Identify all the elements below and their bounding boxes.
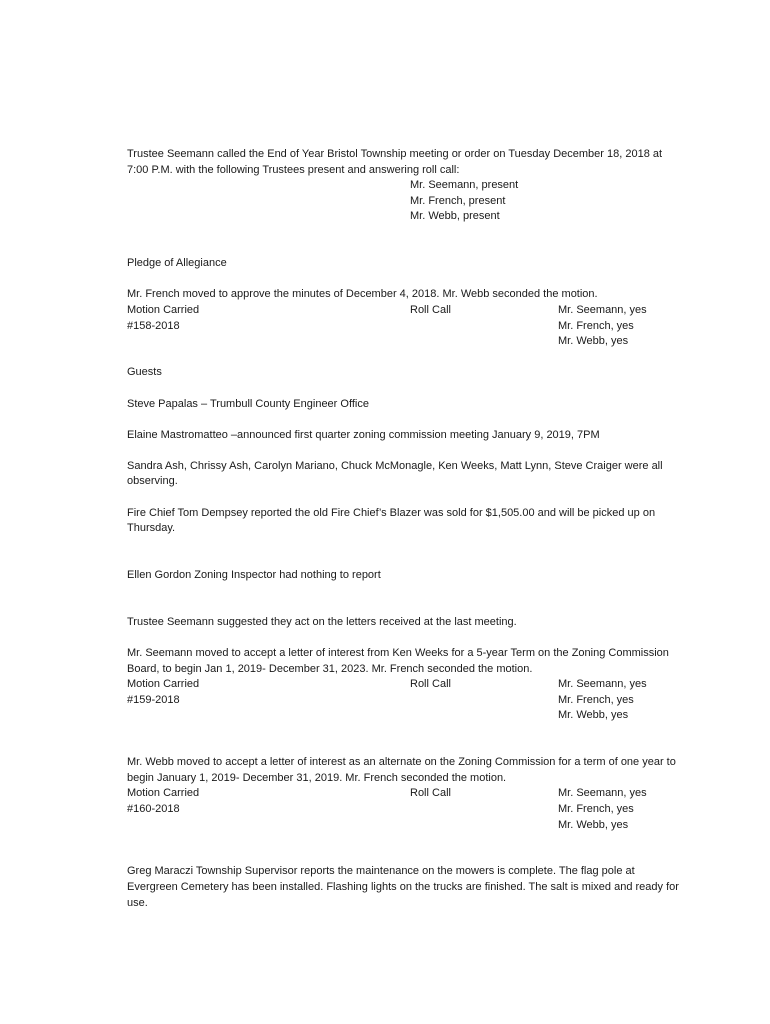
motion-text: Mr. French moved to approve the minutes of December 4, 2018. Mr. Webb seconded the motion. [127,288,598,301]
motion-number: #159-2018 [127,693,180,706]
motion-block-158 [127,287,682,349]
vote: Mr. Webb, yes [558,335,629,348]
present-member: Mr. Seemann, present [410,179,519,192]
vote: Mr. Webb, yes [558,818,629,831]
roll-call-present-list [127,178,682,225]
roll-call-label: Roll Call [410,787,451,800]
vote: Mr. French, yes [558,693,634,706]
roll-call-label: Roll Call [410,678,451,691]
meeting-minutes [127,147,682,911]
opening-paragraph: Trustee Seemann called the End of Year Bristol Township meeting or order on Tuesday December 18, 2018 at 7:00 P.M. with the following Trustees present and answering roll call: [127,148,663,176]
motion-text: Mr. Webb moved to accept a letter of interest as an alternate on the Zoning Commission for a term of one year to begin January 1, 2019- December 31, 2019. Mr. French seconded the motion. [127,756,676,784]
roll-call-label: Roll Call [410,303,451,316]
vote: Mr. French, yes [558,802,634,815]
guest-mastromatteo: Elaine Mastromatteo –announced first quarter zoning commission meeting January 9, 2019, 7PM [127,428,600,441]
guest-papalas: Steve Papalas – Trumbull County Engineer Office [127,397,369,410]
motion-text: Mr. Seemann moved to accept a letter of interest from Ken Weeks for a 5-year Term on the Zoning Commission Board, to begin Jan 1, 2019- December 31, 2023. Mr. French seconded the motion. [127,647,669,675]
supervisor-report: Greg Maraczi Township Supervisor reports the maintenance on the mowers is complete. The flag pole at Evergreen Cemetery has been installed. Flashing lights on the trucks are finished. The salt is mixed and ready for use. [127,865,679,909]
motion-block-160 [127,755,682,833]
motion-number: #160-2018 [127,802,180,815]
zoning-inspector-report: Ellen Gordon Zoning Inspector had nothing to report [127,569,381,582]
vote: Mr. Seemann, yes [558,787,647,800]
pledge-line: Pledge of Allegiance [127,257,227,270]
motion-carried-label: Motion Carried [127,678,200,691]
guests-heading: Guests [127,366,162,379]
motion-block-159 [127,646,682,724]
fire-chief-report: Fire Chief Tom Dempsey reported the old Fire Chief’s Blazer was sold for $1,505.00 and will be picked up on Thursday. [127,506,656,535]
present-member: Mr. French, present [410,194,506,207]
motion-carried-label: Motion Carried [127,303,200,316]
guest-observers: Sandra Ash, Chrissy Ash, Carolyn Mariano, Chuck McMonagle, Ken Weeks, Matt Lynn, Steve Craiger were all observing. [127,459,663,488]
motion-number: #158-2018 [127,319,180,332]
motion-carried-label: Motion Carried [127,787,200,800]
letters-suggestion: Trustee Seemann suggested they act on the letters received at the last meeting. [127,615,517,628]
vote: Mr. Seemann, yes [558,303,647,316]
vote: Mr. Seemann, yes [558,678,647,691]
present-member: Mr. Webb, present [410,210,500,223]
vote: Mr. French, yes [558,319,634,332]
vote: Mr. Webb, yes [558,709,629,722]
